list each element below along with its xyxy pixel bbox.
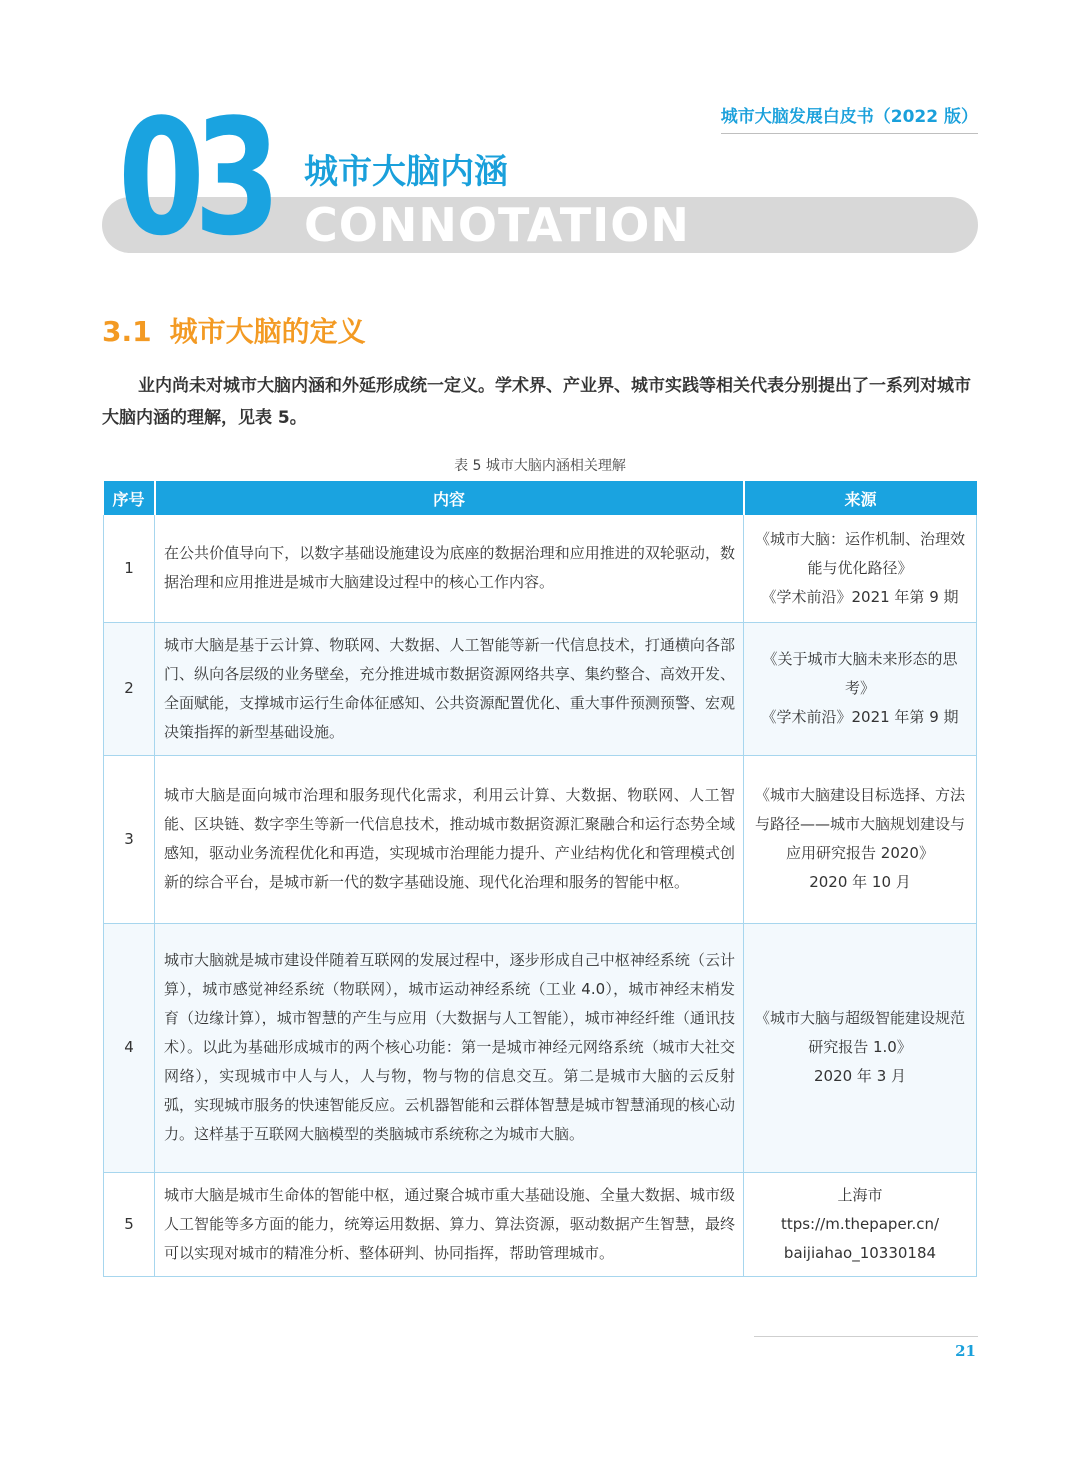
- section-heading: [102, 310, 366, 350]
- row-content: 城市大脑是城市生命体的智能中枢，通过聚合城市重大基础设施、全量大数据、城市级人工智能等多方面的能力，统筹运用数据、算力、算法资源，驱动数据产生智慧，最终可以实现对城市的精准分析、整体研判、协同指挥，帮助管理城市。: [155, 1172, 744, 1276]
- row-number: 4: [104, 923, 155, 1172]
- table-caption: 表 5 城市大脑内涵相关理解: [454, 458, 626, 474]
- source-line: 2020 年 3 月: [813, 1067, 907, 1085]
- intro-paragraph: 业内尚未对城市大脑内涵和外延形成统一定义。学术界、产业界、城市实践等相关代表分别提出了一系列对城市大脑内涵的理解，见表 5。: [102, 376, 971, 428]
- row-source: [744, 755, 977, 923]
- document-title: 城市大脑发展白皮书（2022 版）: [721, 102, 978, 134]
- section-number: 3.1: [102, 315, 152, 348]
- table-header-row: [104, 481, 977, 515]
- source-line: baijiahao_10330184: [783, 1243, 937, 1262]
- row-content: 在公共价值导向下，以数字基础设施建设为底座的数据治理和应用推进的双轮驱动，数据治理和应用推进是城市大脑建设过程中的核心工作内容。: [155, 515, 744, 622]
- table-row: [104, 515, 977, 622]
- header-content: 内容: [155, 481, 744, 515]
- row-number: 5: [104, 1172, 155, 1276]
- row-number: 1: [104, 515, 155, 622]
- source-line: ttps://m.thepaper.cn/: [780, 1214, 940, 1233]
- row-source: [744, 515, 977, 622]
- source-line: 2020 年 10 月: [809, 873, 911, 891]
- table-row: [104, 622, 977, 755]
- source-line: 《学术前沿》2021 年第 9 期: [761, 587, 959, 606]
- source-line: 《城市大脑建设目标选择、方法与路径——城市大脑规划建设与应用研究报告 2020》: [754, 786, 965, 862]
- table-row: [104, 1172, 977, 1276]
- header-num: 序号: [104, 481, 155, 515]
- chapter-title-cn: 城市大脑内涵: [304, 152, 508, 192]
- row-content: 城市大脑是面向城市治理和服务现代化需求，利用云计算、大数据、物联网、人工智能、区块链、数字孪生等新一代信息技术，推动城市数据资源汇聚融合和运行态势全域感知，驱动业务流程优化和再造，实现城市治理能力提升、产业结构优化和管理模式创新的综合平台，是城市新一代的数字基础设施、现代化治理和服务的智能中枢。: [155, 755, 744, 923]
- source-line: 《城市大脑：运作机制、治理效能与优化路径》: [754, 529, 965, 577]
- header-source: 来源: [744, 481, 977, 515]
- source-line: 《关于城市大脑未来形态的思考》: [762, 650, 958, 697]
- row-number: 2: [104, 622, 155, 755]
- row-source: [744, 622, 977, 755]
- table-row: [104, 755, 977, 923]
- row-number: 3: [104, 755, 155, 923]
- table-row: [104, 923, 977, 1172]
- chapter-number: 03: [118, 84, 270, 271]
- source-line: 《学术前沿》2021 年第 9 期: [761, 708, 959, 726]
- section-title: 城市大脑的定义: [169, 315, 366, 348]
- chapter-title-en: CONNOTATION: [304, 198, 690, 252]
- row-content: 城市大脑就是城市建设伴随着互联网的发展过程中，逐步形成自己中枢神经系统（云计算），城市感觉神经系统（物联网），城市运动神经系统（工业 4.0），城市神经末梢发育（边缘计算），城市智慧的产生与应用（大数据与人工智能），城市神经纤维（通讯技术）。以此为基础形成城市的两个核心功能：第一是城市神经元网络系统（城市大社交网络），实现城市中人与人，人与物，物与物的信息交互。第二是城市大脑的云反射弧，实现城市服务的快速智能反应。云机器智能和云群体智慧是城市智慧涌现的核心动力。这样基于互联网大脑模型的类脑城市系统称之为城市大脑。: [155, 923, 744, 1172]
- page-number: 21: [955, 1342, 976, 1360]
- row-source: [744, 923, 977, 1172]
- source-line: 《城市大脑与超级智能建设规范研究报告 1.0》: [754, 1009, 965, 1056]
- footer-divider: [754, 1336, 978, 1337]
- definitions-table: [103, 481, 977, 1277]
- row-content: 城市大脑是基于云计算、物联网、大数据、人工智能等新一代信息技术，打通横向各部门、纵向各层级的业务壁垒，充分推进城市数据资源网络共享、集约整合、高效开发、全面赋能，支撑城市运行生命体征感知、公共资源配置优化、重大事件预测预警、宏观决策指挥的新型基础设施。: [155, 622, 744, 755]
- row-source: [744, 1172, 977, 1276]
- source-line: 上海市: [837, 1185, 883, 1204]
